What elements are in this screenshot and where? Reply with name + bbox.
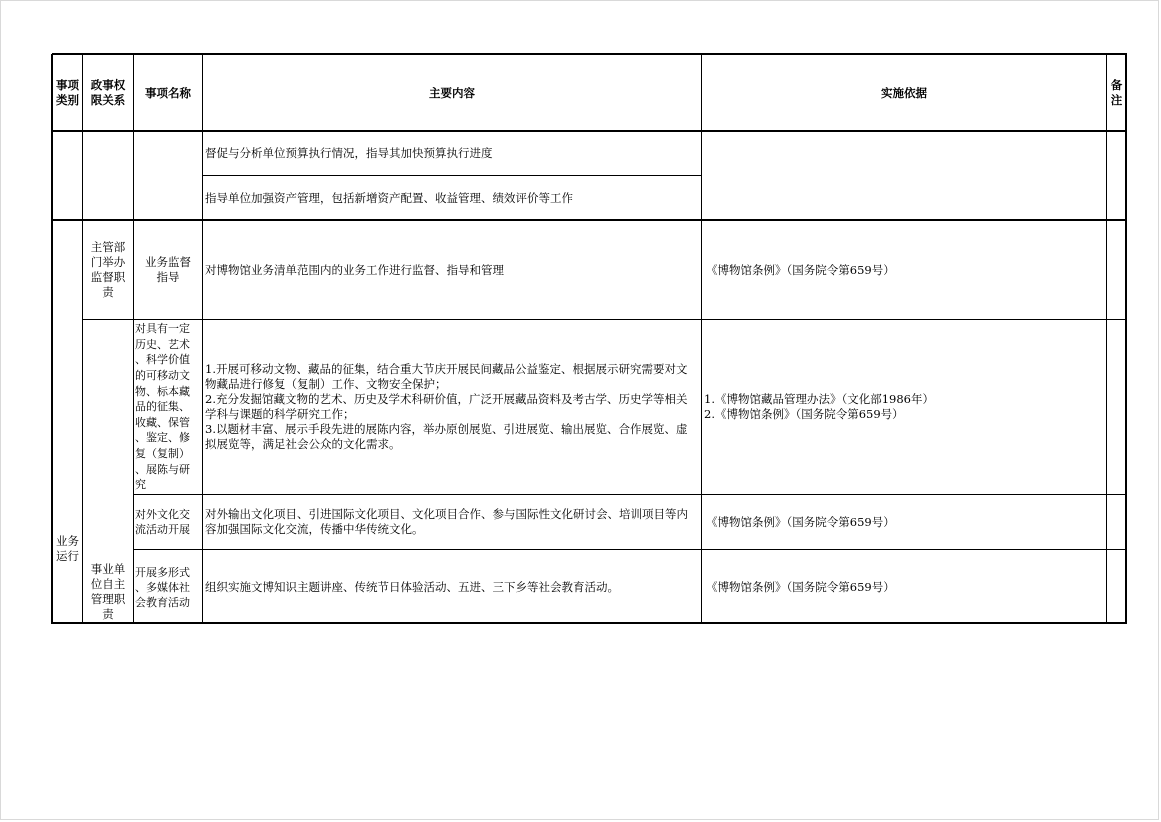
row1-category (52, 131, 82, 220)
header-name: 事项名称 (133, 54, 202, 131)
table-border-right (1125, 54, 1127, 624)
row2-content: 指导单位加强资产管理，包括新增资产配置、收益管理、绩效评价等工作 (202, 175, 701, 220)
header-basis: 实施依据 (701, 54, 1106, 131)
row1-note (1106, 131, 1126, 220)
header-note: 备 注 (1106, 54, 1126, 131)
row4-name: 对具有一定 历史、艺术 、科学价值 的可移动文 物、标本藏 品的征集、 收藏、保管 、鉴定、修 复（复制） 、展陈与研 究 (133, 319, 202, 494)
table-border-bottom (52, 622, 1127, 624)
row1-name (133, 131, 202, 220)
header-category: 事项 类别 (52, 54, 82, 131)
section-separator (52, 219, 1127, 221)
row3-name: 业务监督 指导 (133, 220, 202, 319)
row1-basis (701, 131, 1106, 220)
row3-note (1106, 220, 1126, 319)
row1-relation (82, 131, 133, 220)
row6-name: 开展多形式 、多媒体社 会教育活动 (133, 549, 202, 624)
row6-note (1106, 549, 1126, 624)
row6-content: 组织实施文博知识主题讲座、传统节日体验活动、五进、三下乡等社会教育活动。 (202, 549, 701, 624)
row6-basis: 《博物馆条例》（国务院令第659号） (701, 549, 1106, 624)
relation-supervise: 主管部 门举办 监督职 责 (82, 220, 133, 319)
row4-note (1106, 319, 1126, 494)
row4-basis: 1.《博物馆藏品管理办法》（文化部1986年） 2.《博物馆条例》（国务院令第659号） (701, 319, 1106, 494)
category-business: 业务 运行 (52, 220, 82, 624)
row4-content: 1.开展可移动文物、藏品的征集，结合重大节庆开展民间藏品公益鉴定、根据展示研究需要对文物藏品进行修复（复制）工作、文物安全保护； 2.充分发掘馆藏文物的艺术、历史及学术科研价值，广泛开展藏品资料及考古学、历史学等相关学科与课题的科学研究工作； 3.以题材丰富、展示手段先进的展陈内容，举办原创展览、引进展览、输出展览、合作展览、虚拟展览等，满足社会公众的文化需求。 (202, 319, 701, 494)
header-relation: 政事权 限关系 (82, 54, 133, 131)
row5-name: 对外文化交 流活动开展 (133, 494, 202, 549)
row3-basis: 《博物馆条例》（国务院令第659号） (701, 220, 1106, 319)
row1-content: 督促与分析单位预算执行情况，指导其加快预算执行进度 (202, 131, 701, 175)
header-content: 主要内容 (202, 54, 701, 131)
table (52, 54, 1126, 624)
row5-basis: 《博物馆条例》（国务院令第659号） (701, 494, 1106, 549)
row5-note (1106, 494, 1126, 549)
table-border-left (51, 54, 53, 624)
row3-content: 对博物馆业务清单范围内的业务工作进行监督、指导和管理 (202, 220, 701, 319)
table-border-top (52, 53, 1127, 55)
header-separator (52, 130, 1127, 132)
relation-self: 事业单 位自主 管理职 责 (82, 319, 133, 624)
row5-content: 对外输出文化项目、引进国际文化项目、文化项目合作、参与国际性文化研讨会、培训项目等内容加强国际文化交流，传播中华传统文化。 (202, 494, 701, 549)
